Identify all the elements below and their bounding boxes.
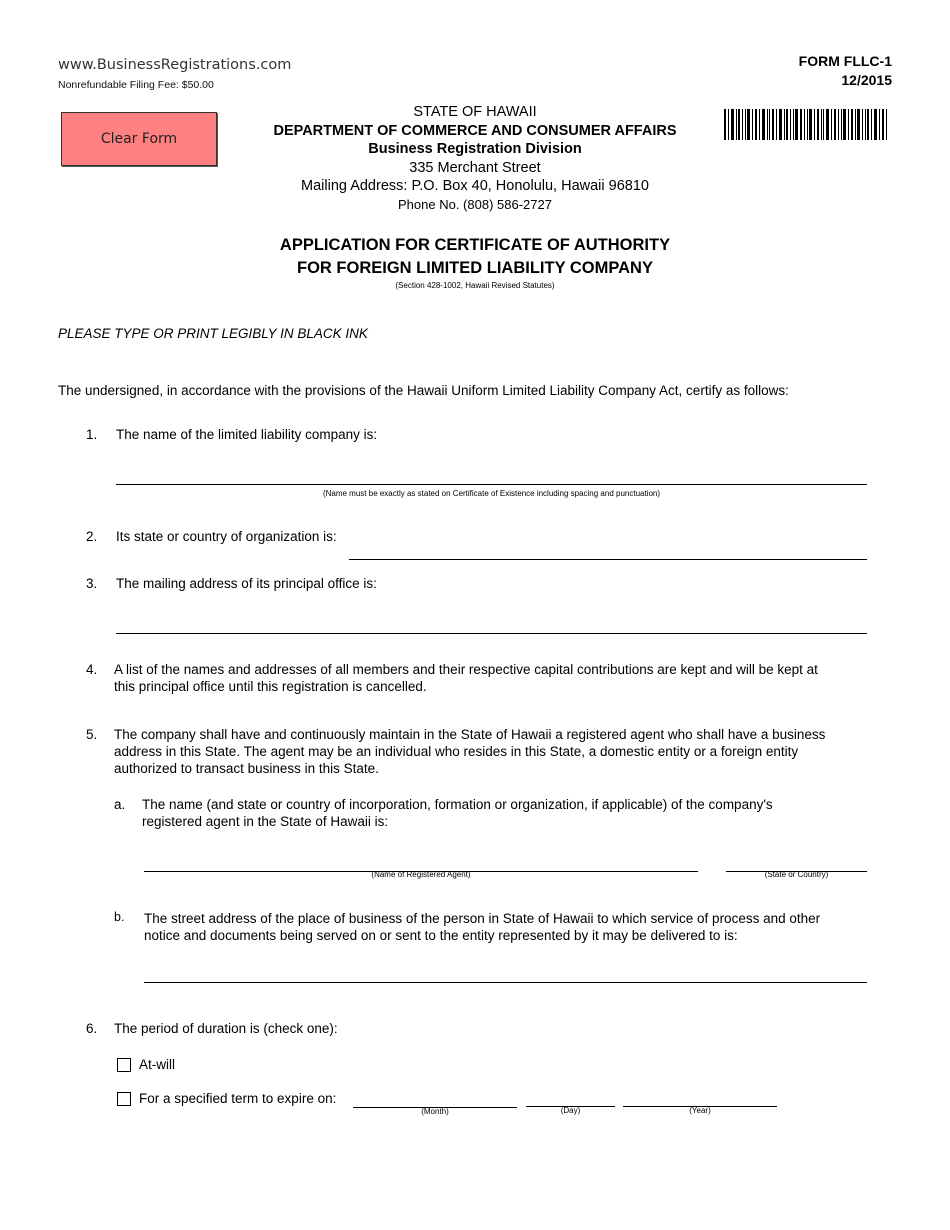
state-name: STATE OF HAWAII bbox=[413, 104, 537, 120]
at-will-checkbox[interactable] bbox=[117, 1058, 131, 1072]
agent-street-address-field[interactable] bbox=[144, 982, 867, 983]
form-date: 12/2015 bbox=[841, 72, 892, 88]
item5a-text bbox=[142, 796, 773, 830]
statute-reference: (Section 428-1002, Hawaii Revised Statutes) bbox=[395, 281, 555, 290]
company-name-field[interactable] bbox=[116, 484, 867, 485]
year-caption: (Year) bbox=[689, 1106, 711, 1115]
item5-line1: The company shall have and continuously maintain in the State of Hawaii a registered agent who shall have a business bbox=[114, 727, 826, 742]
item5-line3: authorized to transact business in this State. bbox=[114, 761, 379, 776]
intro-statement: The undersigned, in accordance with the provisions of the Hawaii Uniform Limited Liability Company Act, certify as follows: bbox=[58, 383, 789, 398]
form-identifier bbox=[799, 52, 892, 90]
filing-fee: Nonrefundable Filing Fee: $50.00 bbox=[58, 79, 214, 91]
specified-term-label: For a specified term to expire on: bbox=[139, 1091, 337, 1106]
item5-text bbox=[114, 726, 825, 777]
street-address: 335 Merchant Street bbox=[409, 160, 541, 176]
item3-label: The mailing address of its principal office is: bbox=[116, 576, 377, 591]
item5-line2: address in this State. The agent may be an individual who resides in this State, a domestic entity or a foreign entity bbox=[114, 744, 799, 759]
at-will-label: At-will bbox=[139, 1057, 175, 1072]
phone-number: Phone No. (808) 586-2727 bbox=[398, 197, 552, 212]
item2-label: Its state or country of organization is: bbox=[116, 529, 337, 544]
item5a-line2: registered agent in the State of Hawaii is: bbox=[142, 814, 389, 829]
form-title-line1: APPLICATION FOR CERTIFICATE OF AUTHORITY bbox=[279, 236, 671, 254]
subitem-label: a. bbox=[114, 797, 126, 812]
item-number: 2. bbox=[86, 529, 98, 544]
agent-state-caption: (State or Country) bbox=[764, 870, 829, 879]
form-number: FORM FLLC-1 bbox=[798, 53, 892, 69]
item4-text bbox=[114, 661, 818, 695]
department-name: DEPARTMENT OF COMMERCE AND CONSUMER AFFAIRS bbox=[273, 123, 677, 139]
item-number: 4. bbox=[86, 662, 98, 677]
registered-agent-caption: (Name of Registered Agent) bbox=[371, 870, 471, 879]
principal-office-address-field[interactable] bbox=[116, 633, 867, 634]
company-name-caption: (Name must be exactly as stated on Certificate of Existence including spacing and punctuation) bbox=[322, 489, 661, 498]
item4-line2: this principal office until this registration is cancelled. bbox=[114, 679, 427, 694]
item-number: 3. bbox=[86, 576, 98, 591]
item6-label: The period of duration is (check one): bbox=[114, 1021, 338, 1036]
ink-instructions: PLEASE TYPE OR PRINT LEGIBLY IN BLACK INK bbox=[58, 326, 368, 341]
item5a-line1: The name (and state or country of incorporation, formation or organization, if applicable) of the company's bbox=[142, 797, 773, 812]
mailing-address: Mailing Address: P.O. Box 40, Honolulu, Hawaii 96810 bbox=[301, 178, 649, 194]
website-url: www.BusinessRegistrations.com bbox=[58, 57, 292, 73]
item5b-text bbox=[144, 910, 820, 944]
item-number: 1. bbox=[86, 427, 98, 442]
subitem-label: b. bbox=[114, 910, 125, 924]
specified-term-checkbox[interactable] bbox=[117, 1092, 131, 1106]
form-title-line2: FOR FOREIGN LIMITED LIABILITY COMPANY bbox=[297, 259, 653, 277]
item4-line1: A list of the names and addresses of all members and their respective capital contributions are kept and will be kept at bbox=[114, 662, 818, 677]
month-caption: (Month) bbox=[421, 1107, 449, 1116]
item1-label: The name of the limited liability company is: bbox=[116, 427, 378, 442]
item5b-line1: The street address of the place of business of the person in State of Hawaii to which service of process and other bbox=[144, 911, 821, 926]
clear-form-button[interactable]: Clear Form bbox=[61, 112, 217, 166]
division-name: Business Registration Division bbox=[368, 141, 582, 157]
state-of-organization-field[interactable] bbox=[349, 559, 867, 560]
item5b-line2: notice and documents being served on or sent to the entity represented by it may be delivered to is: bbox=[144, 928, 738, 943]
item-number: 6. bbox=[86, 1021, 98, 1036]
day-caption: (Day) bbox=[560, 1106, 581, 1115]
item-number: 5. bbox=[86, 727, 98, 742]
